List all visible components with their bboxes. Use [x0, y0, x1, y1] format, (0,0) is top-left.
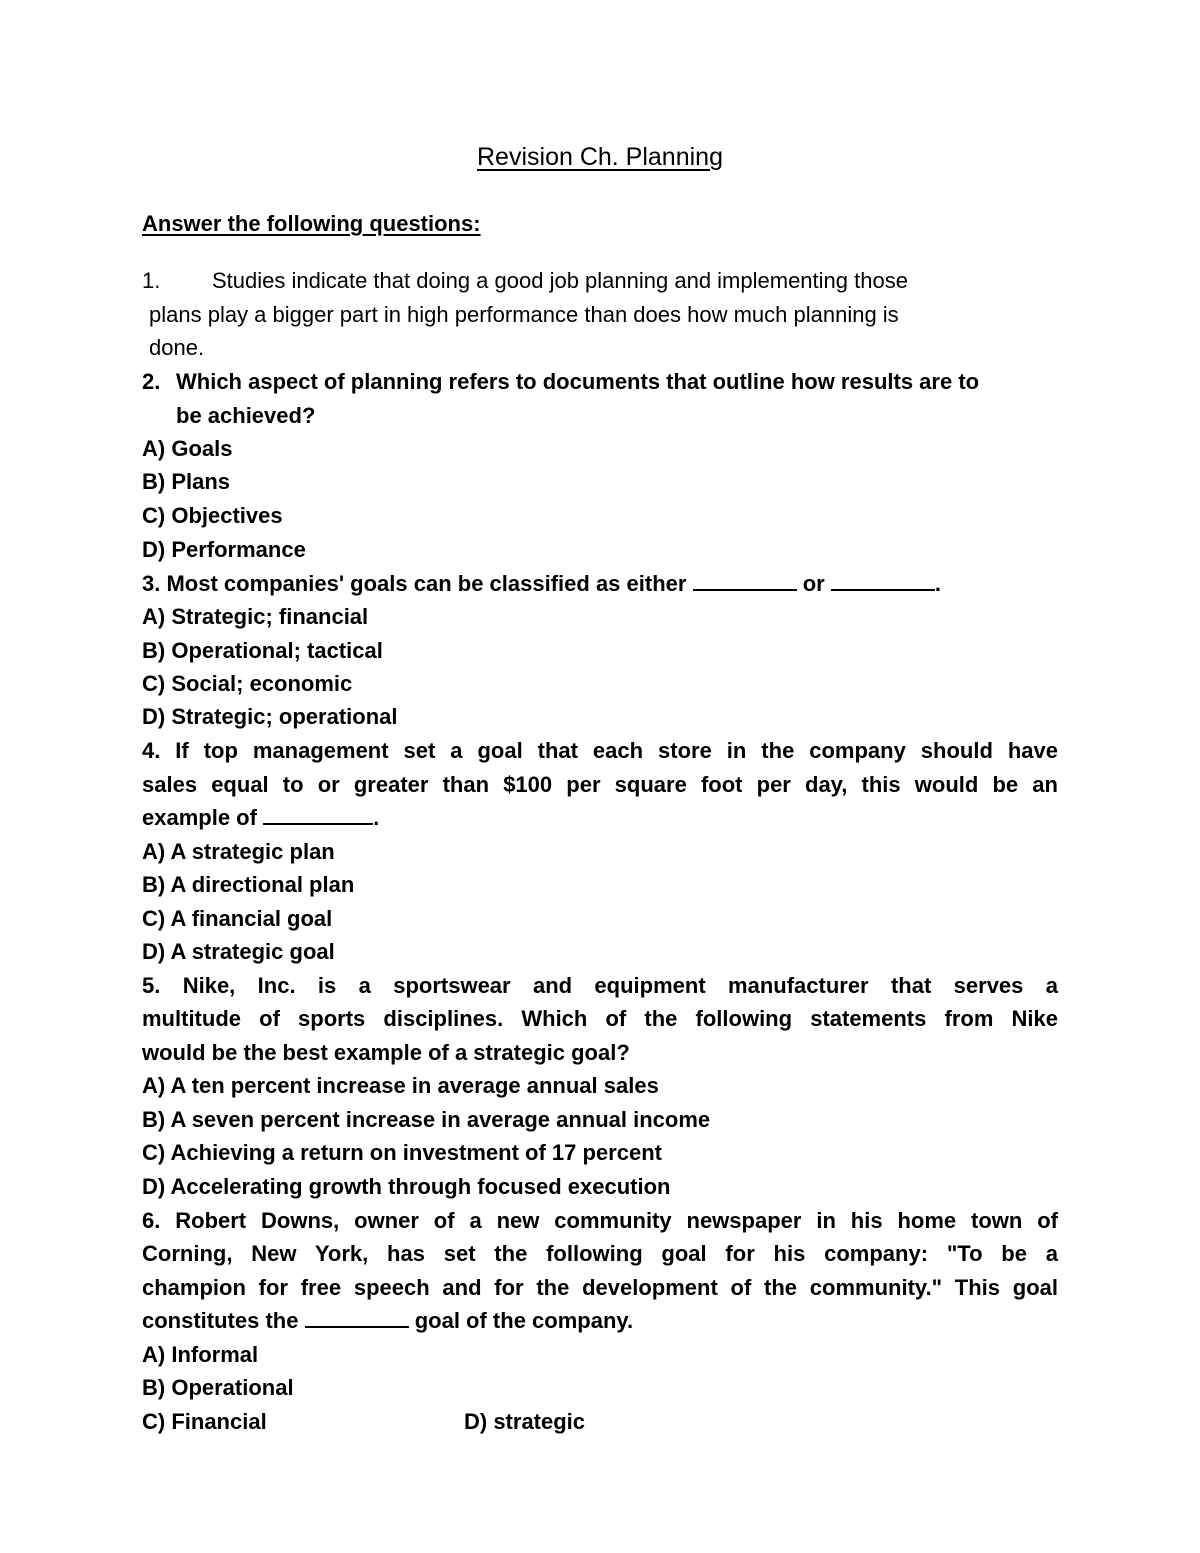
q4-option-c: C) A financial goal — [142, 906, 333, 931]
q4-option-a: A) A strategic plan — [142, 839, 335, 864]
q2-option-c: C) Objectives — [142, 503, 283, 528]
q4-line-1: 4. If top management set a goal that each store in the company should have — [142, 738, 1058, 763]
q2-line-2: be achieved? — [176, 403, 316, 428]
q6-option-b: B) Operational — [142, 1375, 294, 1400]
q6-line-3: champion for free speech and for the development of the community." This goal — [142, 1275, 1058, 1300]
q5-option-c: C) Achieving a return on investment of 17 percent — [142, 1140, 662, 1165]
q3-blank-2 — [831, 571, 935, 591]
q2-option-b: B) Plans — [142, 469, 231, 494]
q6-blank — [305, 1308, 409, 1328]
q5-line-3: would be the best example of a strategic goal? — [142, 1040, 630, 1065]
q4-option-d: D) A strategic goal — [142, 939, 335, 964]
q5-line-1: 5. Nike, Inc. is a sportswear and equipment manufacturer that serves a — [142, 973, 1058, 998]
q2-option-d: D) Performance — [142, 537, 306, 562]
q3-conjunction: or — [802, 571, 825, 596]
q3-stem-text: 3. Most companies' goals can be classified as either — [142, 571, 687, 596]
q6-line-4 — [142, 1307, 633, 1335]
q2-option-a: A) Goals — [142, 436, 233, 461]
q5-option-b: B) A seven percent increase in average annual income — [142, 1107, 711, 1132]
q5-option-a: A) A ten percent increase in average annual sales — [142, 1073, 659, 1098]
q4-option-b: B) A directional plan — [142, 872, 355, 897]
q3-end: . — [934, 571, 941, 596]
q4-end: . — [373, 805, 380, 830]
q4-blank — [263, 805, 373, 825]
q3-option-b: B) Operational; tactical — [142, 638, 383, 663]
q5-option-d: D) Accelerating growth through focused execution — [142, 1174, 671, 1199]
q3-option-d: D) Strategic; operational — [142, 704, 398, 729]
q1-line-1: Studies indicate that doing a good job planning and implementing those — [212, 268, 908, 293]
q3-option-a: A) Strategic; financial — [142, 604, 369, 629]
q4-line-2: sales equal to or greater than $100 per square foot per day, this would be an — [142, 772, 1058, 797]
q4-line-3 — [142, 804, 379, 832]
q6-option-c: C) Financial — [142, 1409, 267, 1434]
q6-option-a: A) Informal — [142, 1342, 259, 1367]
q4-line-3-text: example of — [142, 805, 257, 830]
q6-line-1: 6. Robert Downs, owner of a new community newspaper in his home town of — [142, 1208, 1058, 1233]
q2-line-1: Which aspect of planning refers to documents that outline how results are to — [176, 369, 980, 394]
q1-line-2: plans play a bigger part in high performance than does how much planning is — [149, 302, 899, 327]
q5-line-2: multitude of sports disciplines. Which of the following statements from Nike — [142, 1006, 1058, 1031]
q6-option-d: D) strategic — [464, 1409, 586, 1434]
q6-line-4-end: goal of the company. — [414, 1308, 634, 1333]
q2-number: 2. — [142, 369, 161, 394]
q1-line-3: done. — [149, 335, 205, 360]
q1-number: 1. — [142, 268, 161, 293]
q3-stem — [142, 570, 941, 598]
q3-blank-1 — [693, 571, 797, 591]
q6-line-4-start: constitutes the — [142, 1308, 299, 1333]
page-title: Revision Ch. Planning — [477, 143, 723, 171]
q6-line-2: Corning, New York, has set the following goal for his company: "To be a — [142, 1241, 1058, 1266]
instructions-heading: Answer the following questions: — [142, 211, 481, 236]
q3-option-c: C) Social; economic — [142, 671, 353, 696]
